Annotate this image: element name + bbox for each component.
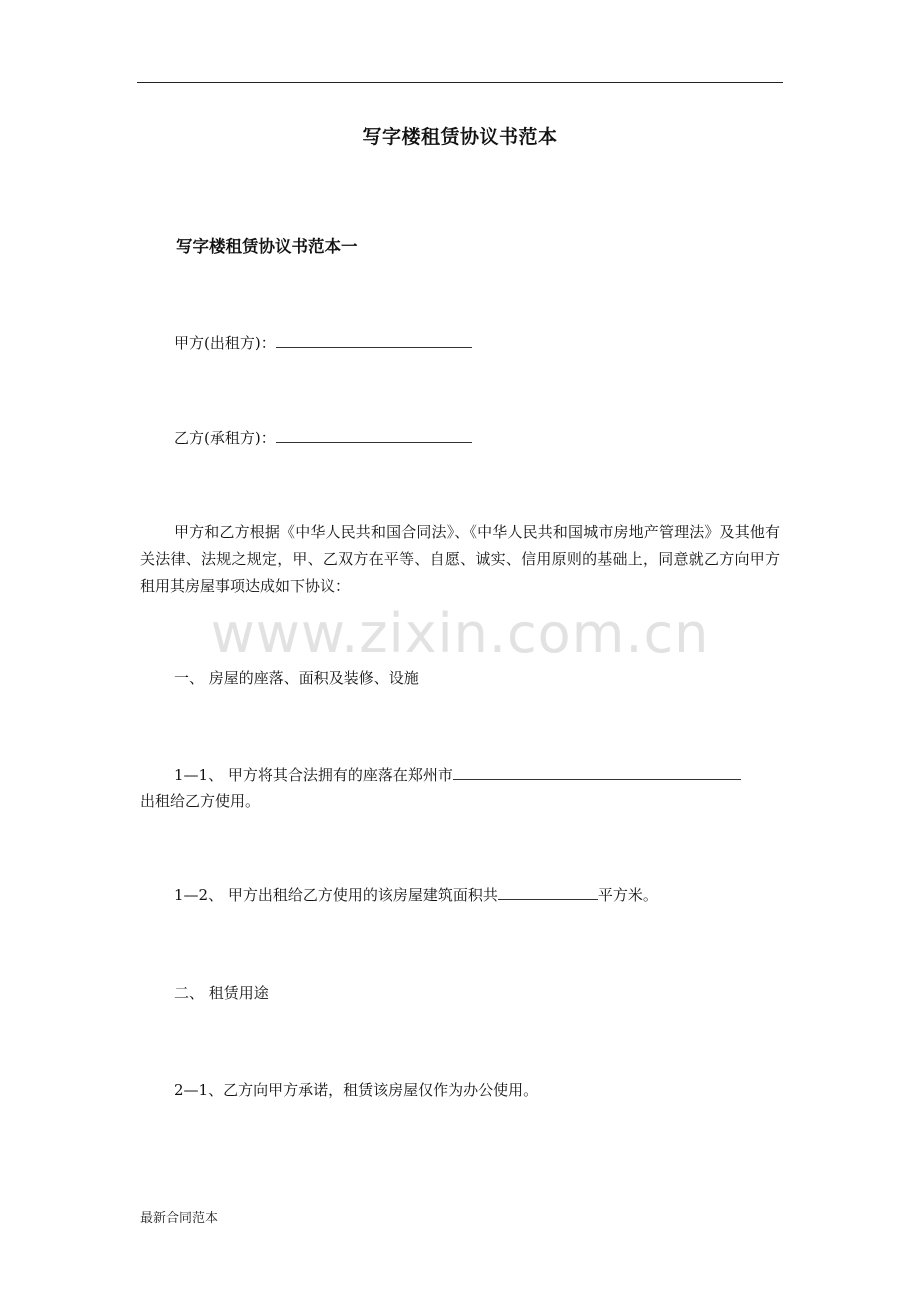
party-b-label: 乙方(承租方)： xyxy=(174,429,276,447)
clause-1-2-blank xyxy=(498,883,598,900)
party-a-blank xyxy=(276,331,472,348)
clause-1-1-suffix: 出租给乙方使用。 xyxy=(140,792,261,810)
party-b-line xyxy=(174,425,472,451)
party-b-blank xyxy=(276,426,472,443)
party-a-line xyxy=(174,330,472,356)
document-title: 写字楼租赁协议书范本 xyxy=(362,126,558,148)
intro-paragraph: 甲方和乙方根据《中华人民共和国合同法》、《中华人民共和国城市房地产管理法》及其他有关法律、法规之规定，甲、乙双方在平等、自愿、诚实、信用原则的基础上，同意就乙方向甲方租用其房屋事项达成如下协议： xyxy=(140,523,780,595)
header-rule xyxy=(137,82,783,83)
section-title: 写字楼租赁协议书范本一 xyxy=(176,237,358,256)
clause-1-1-prefix: 1—1、 甲方将其合法拥有的座落在郑州市 xyxy=(174,766,453,784)
clause-2-heading: 二、 租赁用途 xyxy=(174,984,269,1002)
page-footer: 最新合同范本 xyxy=(140,1211,219,1226)
watermark: www.zixin.com.cn xyxy=(210,602,710,665)
clause-1-1-line xyxy=(174,762,741,788)
party-a-label: 甲方(出租方)： xyxy=(174,334,276,352)
clause-1-2-line xyxy=(174,882,658,908)
clause-1-2-prefix: 1—2、 甲方出租给乙方使用的该房屋建筑面积共 xyxy=(174,886,498,904)
clause-2-1: 2—1、乙方向甲方承诺，租赁该房屋仅作为办公使用。 xyxy=(174,1081,539,1099)
clause-1-2-suffix: 平方米。 xyxy=(597,886,658,904)
clause-1-1-blank xyxy=(453,763,741,780)
clause-1-heading: 一、 房屋的座落、面积及装修、设施 xyxy=(174,669,419,687)
